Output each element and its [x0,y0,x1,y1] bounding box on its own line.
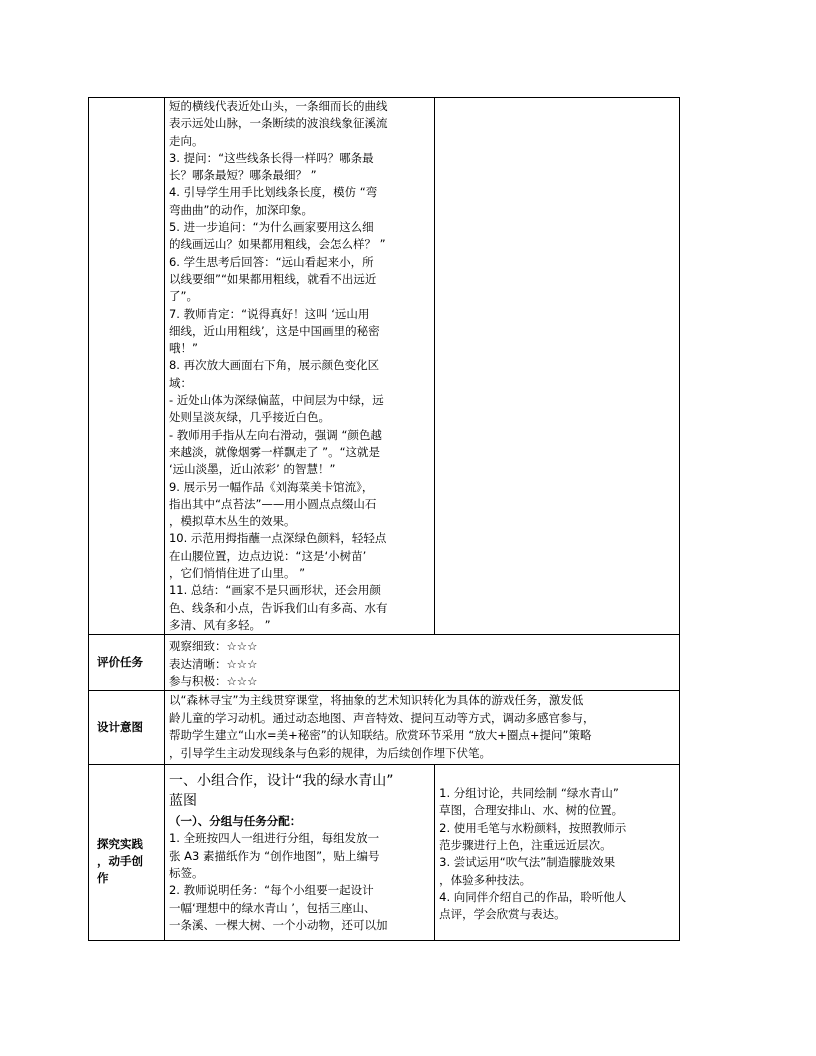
text-line: 点评，学会欣赏与表达。 [439,907,566,922]
section-heading [169,771,430,811]
text-line: 11. 总结：“画家不是只画形状，还会用颜 [168,583,381,598]
text-line: 帮助学生建立“山水=美+秘密”的认知联结。欣赏环节采用 “放大+圈点+提问”策略 [168,728,592,743]
evaluation-label: 评价任务 [89,635,165,691]
student-activity-cell [435,98,680,635]
text-line: 弯曲曲”的动作，加深印象。 [168,202,313,217]
text-line: 4. 向同伴介绍自己的作品，聆听他人 [439,889,627,904]
text-line: 草图，合理安排山、水、树的位置。 [439,803,624,818]
text-line: 范步骤进行上色，注重远近层次。 [439,837,612,852]
text-line: 5. 进一步追问：“为什么画家要用这么细 [168,220,374,235]
text-line: 细线，近山用粗线’，这是中国画里的秘密 [168,323,380,338]
text-line: 龄儿童的学习动机。通过动态地图、声音特效、提问互动等方式，调动多感官参与， [168,710,595,725]
rating-line: 表达清晰：☆☆☆ [168,656,258,671]
teaching-process-row [89,98,680,635]
text-line: 短的横线代表近处山头，一条细而长的曲线 [168,99,388,113]
text-line: 了”。 [168,289,198,304]
text-line: 1. 全班按四人一组进行分组，每组发放一 [168,831,380,846]
text-line: 3. 提问：“这些线条长得一样吗？哪条最 [168,150,374,165]
practice-row [89,765,680,941]
label-line: 探究实践 [97,837,143,852]
practice-heading-block [169,771,430,830]
text-line: 长？哪条最短？哪条最细？ ” [168,168,317,183]
practice-student-lines [439,785,675,923]
subsection-heading: （一）、分组与任务分配： [168,814,302,829]
text-line: 10. 示范用拇指蘸一点深绿色颜料，轻轻点 [168,531,387,546]
text-line: 2. 使用毛笔与水粉颜料，按照教师示 [439,820,627,835]
text-line: 的线画远山？如果都用粗线，会怎么样？ ” [168,237,386,252]
design-intent-row [89,691,680,765]
design-intent-label: 设计意图 [89,691,165,765]
text-line: 8. 再次放大画面右下角，展示颜色变化区 [168,358,380,373]
text-line: 在山腰位置，边点边说：“这是‘小树苗’ [168,548,367,563]
text-line: - 近处山体为深绿偏蓝，中间层为中绿，远 [168,393,384,408]
practice-teacher-cell [164,765,434,941]
text-line: 2. 教师说明任务：“每个小组要一起设计 [168,883,374,898]
text-line: 表示远处山脉，一条断续的波浪线象征溪流 [168,116,388,131]
lesson-plan-table [88,97,680,941]
text-line: 处则呈淡灰绿，几乎接近白色。 [168,410,330,425]
text-line: 6. 学生思考后回答：“远山看起来小，所 [168,254,374,269]
practice-teacher-lines [169,830,430,934]
text-line: 多清、风有多轻。 ” [168,617,271,632]
text-line: ，引导学生主动发现线条与色彩的规律，为后续创作埋下伏笔。 [168,745,491,760]
text-line: ，模拟草木丛生的效果。 [168,514,296,529]
evaluation-lines [169,638,675,690]
text-line: 一条溪、一棵大树、一个小动物，还可以加 [168,917,388,932]
text-line: 4. 引导学生用手比划线条长度，模仿 “弯 [168,185,378,200]
text-line: 以“森林寻宝”为主线贯穿课堂，将抽象的艺术知识转化为具体的游戏任务，激发低 [168,693,584,708]
text-line: 来越淡，就像烟雾一样飘走了 ”。“这就是 [168,444,381,459]
evaluation-row [89,635,680,691]
text-line: ，体验多种技法。 [439,872,532,887]
text-line: 以线要细”“如果都用粗线，就看不出远近 [168,271,377,286]
text-line: 哦！” [168,341,198,356]
evaluation-cell [164,635,679,691]
text-line: 一幅‘理想中的绿水青山 ’，包括三座山、 [168,900,376,915]
label-line: ，动手创 [97,854,143,869]
practice-label [89,765,165,941]
practice-student-cell [435,765,680,941]
teacher-activity-lines [169,98,430,634]
text-line: 标签。 [168,865,204,880]
label-line: 作 [97,871,109,886]
text-line: 3. 尝试运用“吹气法”制造朦胧效果 [439,855,616,870]
rating-line: 参与积极：☆☆☆ [168,673,258,688]
text-line: 张 A3 素描纸作为 “创作地图”，贴上编号 [168,848,380,863]
teacher-activity-cell [164,98,434,635]
text-line: - 教师用手指从左向右滑动，强调 “颜色越 [168,427,382,442]
design-intent-lines [169,692,675,762]
text-line: ‘远山淡墨，近山浓彩’ 的智慧！” [168,462,336,477]
text-line: 1. 分组讨论，共同绘制 “绿水青山” [439,786,619,801]
text-line: 指出其中“点苔法”——用小圆点点缀山石 [168,496,377,511]
row-label-empty [89,98,165,635]
text-line: 走向。 [168,133,204,148]
text-line: ，它们悄悄住进了山里。 ” [168,566,306,581]
practice-label-lines [97,836,160,887]
heading-line: 蓝图 [168,793,197,810]
text-line: 7. 教师肯定：“说得真好！这叫 ‘远山用 [168,306,370,321]
text-line: 域： [168,375,192,390]
rating-line: 观察细致：☆☆☆ [168,639,258,654]
heading-line: 一、小组合作，设计“我的绿水青山” [168,773,394,790]
text-line: 9. 展示另一幅作品《刘海菜美卡馆流》， [168,479,374,494]
text-line: 色、线条和小点，告诉我们山有多高、水有 [168,600,388,615]
design-intent-cell [164,691,679,765]
